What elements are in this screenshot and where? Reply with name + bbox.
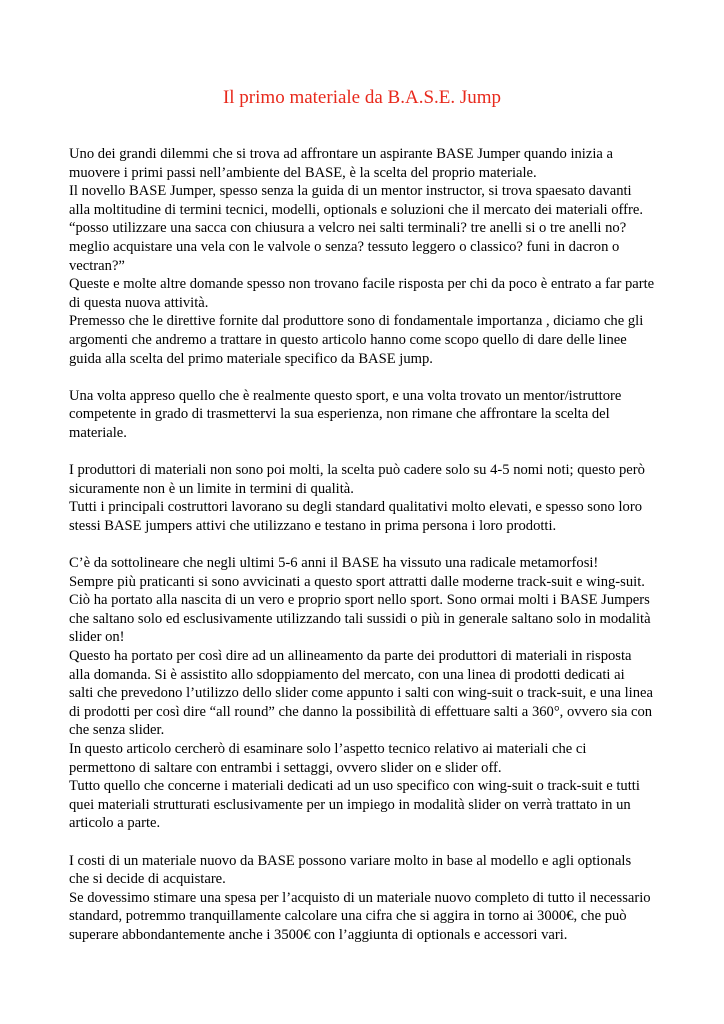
text-line: di questa nuova attività.: [69, 294, 209, 311]
text-line: Questo ha portato per così dire ad un allineamento da parte dei produttori di materiali in risposta: [69, 648, 632, 665]
text-line: che senza slider.: [69, 722, 165, 739]
document-body: [69, 145, 669, 963]
text-line: meglio acquistare una vela con le valvole o senza? tessuto leggero o classico? funi in dacron o: [69, 238, 620, 255]
text-line: stessi BASE jumpers attivi che utilizzano e testano in prima persona i loro prodotti.: [69, 517, 557, 534]
text-line: muovere i primi passi nell’ambiente del BASE, è la scelta del proprio materiale.: [69, 164, 537, 181]
text-line: I costi di un materiale nuovo da BASE possono variare molto in base al modello e agli optionals: [69, 852, 632, 869]
text-line: guida alla scelta del primo materiale specifico da BASE jump.: [69, 350, 433, 367]
text-line: Premesso che le direttive fornite dal produttore sono di fondamentale importanza , diciamo che gli: [69, 313, 644, 330]
body-paragraph: [69, 387, 669, 443]
body-paragraph: [69, 461, 669, 535]
text-line: materiale.: [69, 424, 127, 441]
text-line: Il novello BASE Jumper, spesso senza la guida di un mentor instructor, si trova spaesato davanti: [69, 183, 632, 200]
text-line: I produttori di materiali non sono poi molti, la scelta può cadere solo su 4-5 nomi noti; questo però: [69, 462, 645, 479]
text-line: Tutto quello che concerne i materiali dedicati ad un uso specifico con wing-suit o track-suit e tutti: [69, 778, 640, 795]
body-paragraph: [69, 554, 669, 833]
text-line: permettono di saltare con entrambi i settaggi, ovvero slider on e slider off.: [69, 759, 502, 776]
text-line: Sempre più praticanti si sono avvicinati a questo sport attratti dalle moderne track-suit e wing-suit.: [69, 573, 645, 590]
body-paragraph: [69, 145, 669, 368]
text-line: slider on!: [69, 629, 125, 646]
text-line: che saltano solo ed esclusivamente utilizzando tali sussidi o più in generale saltano solo in modalità: [69, 610, 651, 627]
text-line: sicuramente non è un limite in termini di qualità.: [69, 480, 354, 497]
text-line: Queste e molte altre domande spesso non trovano facile risposta per chi da poco è entrato a far parte: [69, 276, 655, 293]
document-title: Il primo materiale da B.A.S.E. Jump: [222, 87, 502, 108]
text-line: articolo a parte.: [69, 815, 161, 832]
body-paragraph: [69, 852, 669, 945]
text-line: competente in grado di trasmettervi la sua esperienza, non rimane che affrontare la scelta del: [69, 406, 610, 423]
text-line: Tutti i principali costruttori lavorano su degli standard qualitativi molto elevati, e spesso sono loro: [69, 499, 642, 516]
text-line: “posso utilizzare una sacca con chiusura a velcro nei salti terminali? tre anelli si o tre anelli no?: [69, 220, 627, 237]
text-line: Se dovessimo stimare una spesa per l’acquisto di un materiale nuovo completo di tutto il necessario: [69, 889, 651, 906]
text-line: Uno dei grandi dilemmi che si trova ad affrontare un aspirante BASE Jumper quando inizia a: [69, 146, 614, 162]
text-line: alla moltitudine di termini tecnici, modelli, optionals e soluzioni che il mercato dei materiali offre.: [69, 201, 643, 218]
text-line: standard, potremmo tranquillamente calcolare una cifra che si aggira in torno ai 3000€, che può: [69, 908, 627, 925]
text-line: alla domanda. Si è assistito allo sdoppiamento del mercato, con una linea di prodotti dedicati ai: [69, 666, 625, 683]
text-line: C’è da sottolineare che negli ultimi 5-6 anni il BASE ha vissuto una radicale metamorfosi!: [69, 555, 599, 572]
text-line: Ciò ha portato alla nascita di un vero e proprio sport nello sport. Sono ormai molti i BASE Jumpers: [69, 592, 650, 609]
text-line: salti che prevedono l’utilizzo dello slider come appunto i salti con wing-suit o track-suit, e una linea: [69, 685, 653, 702]
text-line: vectran?”: [69, 257, 125, 274]
text-line: superare abbondantemente anche i 3500€ con l’aggiunta di optionals e accessori vari.: [69, 926, 568, 943]
text-line: di prodotti per così dire “all round” che danno la possibilità di effettuare salti a 360°, ovvero sia con: [69, 703, 653, 720]
text-line: argomenti che andremo a trattare in questo articolo hanno come scopo quello di dare delle linee: [69, 331, 627, 348]
text-line: Una volta appreso quello che è realmente questo sport, e una volta trovato un mentor/istruttore: [69, 387, 622, 404]
text-line: quei materiali strutturati esclusivamente per un impiego in modalità slider on verrà trattato in un: [69, 796, 631, 813]
text-line: In questo articolo cercherò di esaminare solo l’aspetto tecnico relativo ai materiali che ci: [69, 741, 587, 757]
text-line: che si decide di acquistare.: [69, 871, 226, 888]
